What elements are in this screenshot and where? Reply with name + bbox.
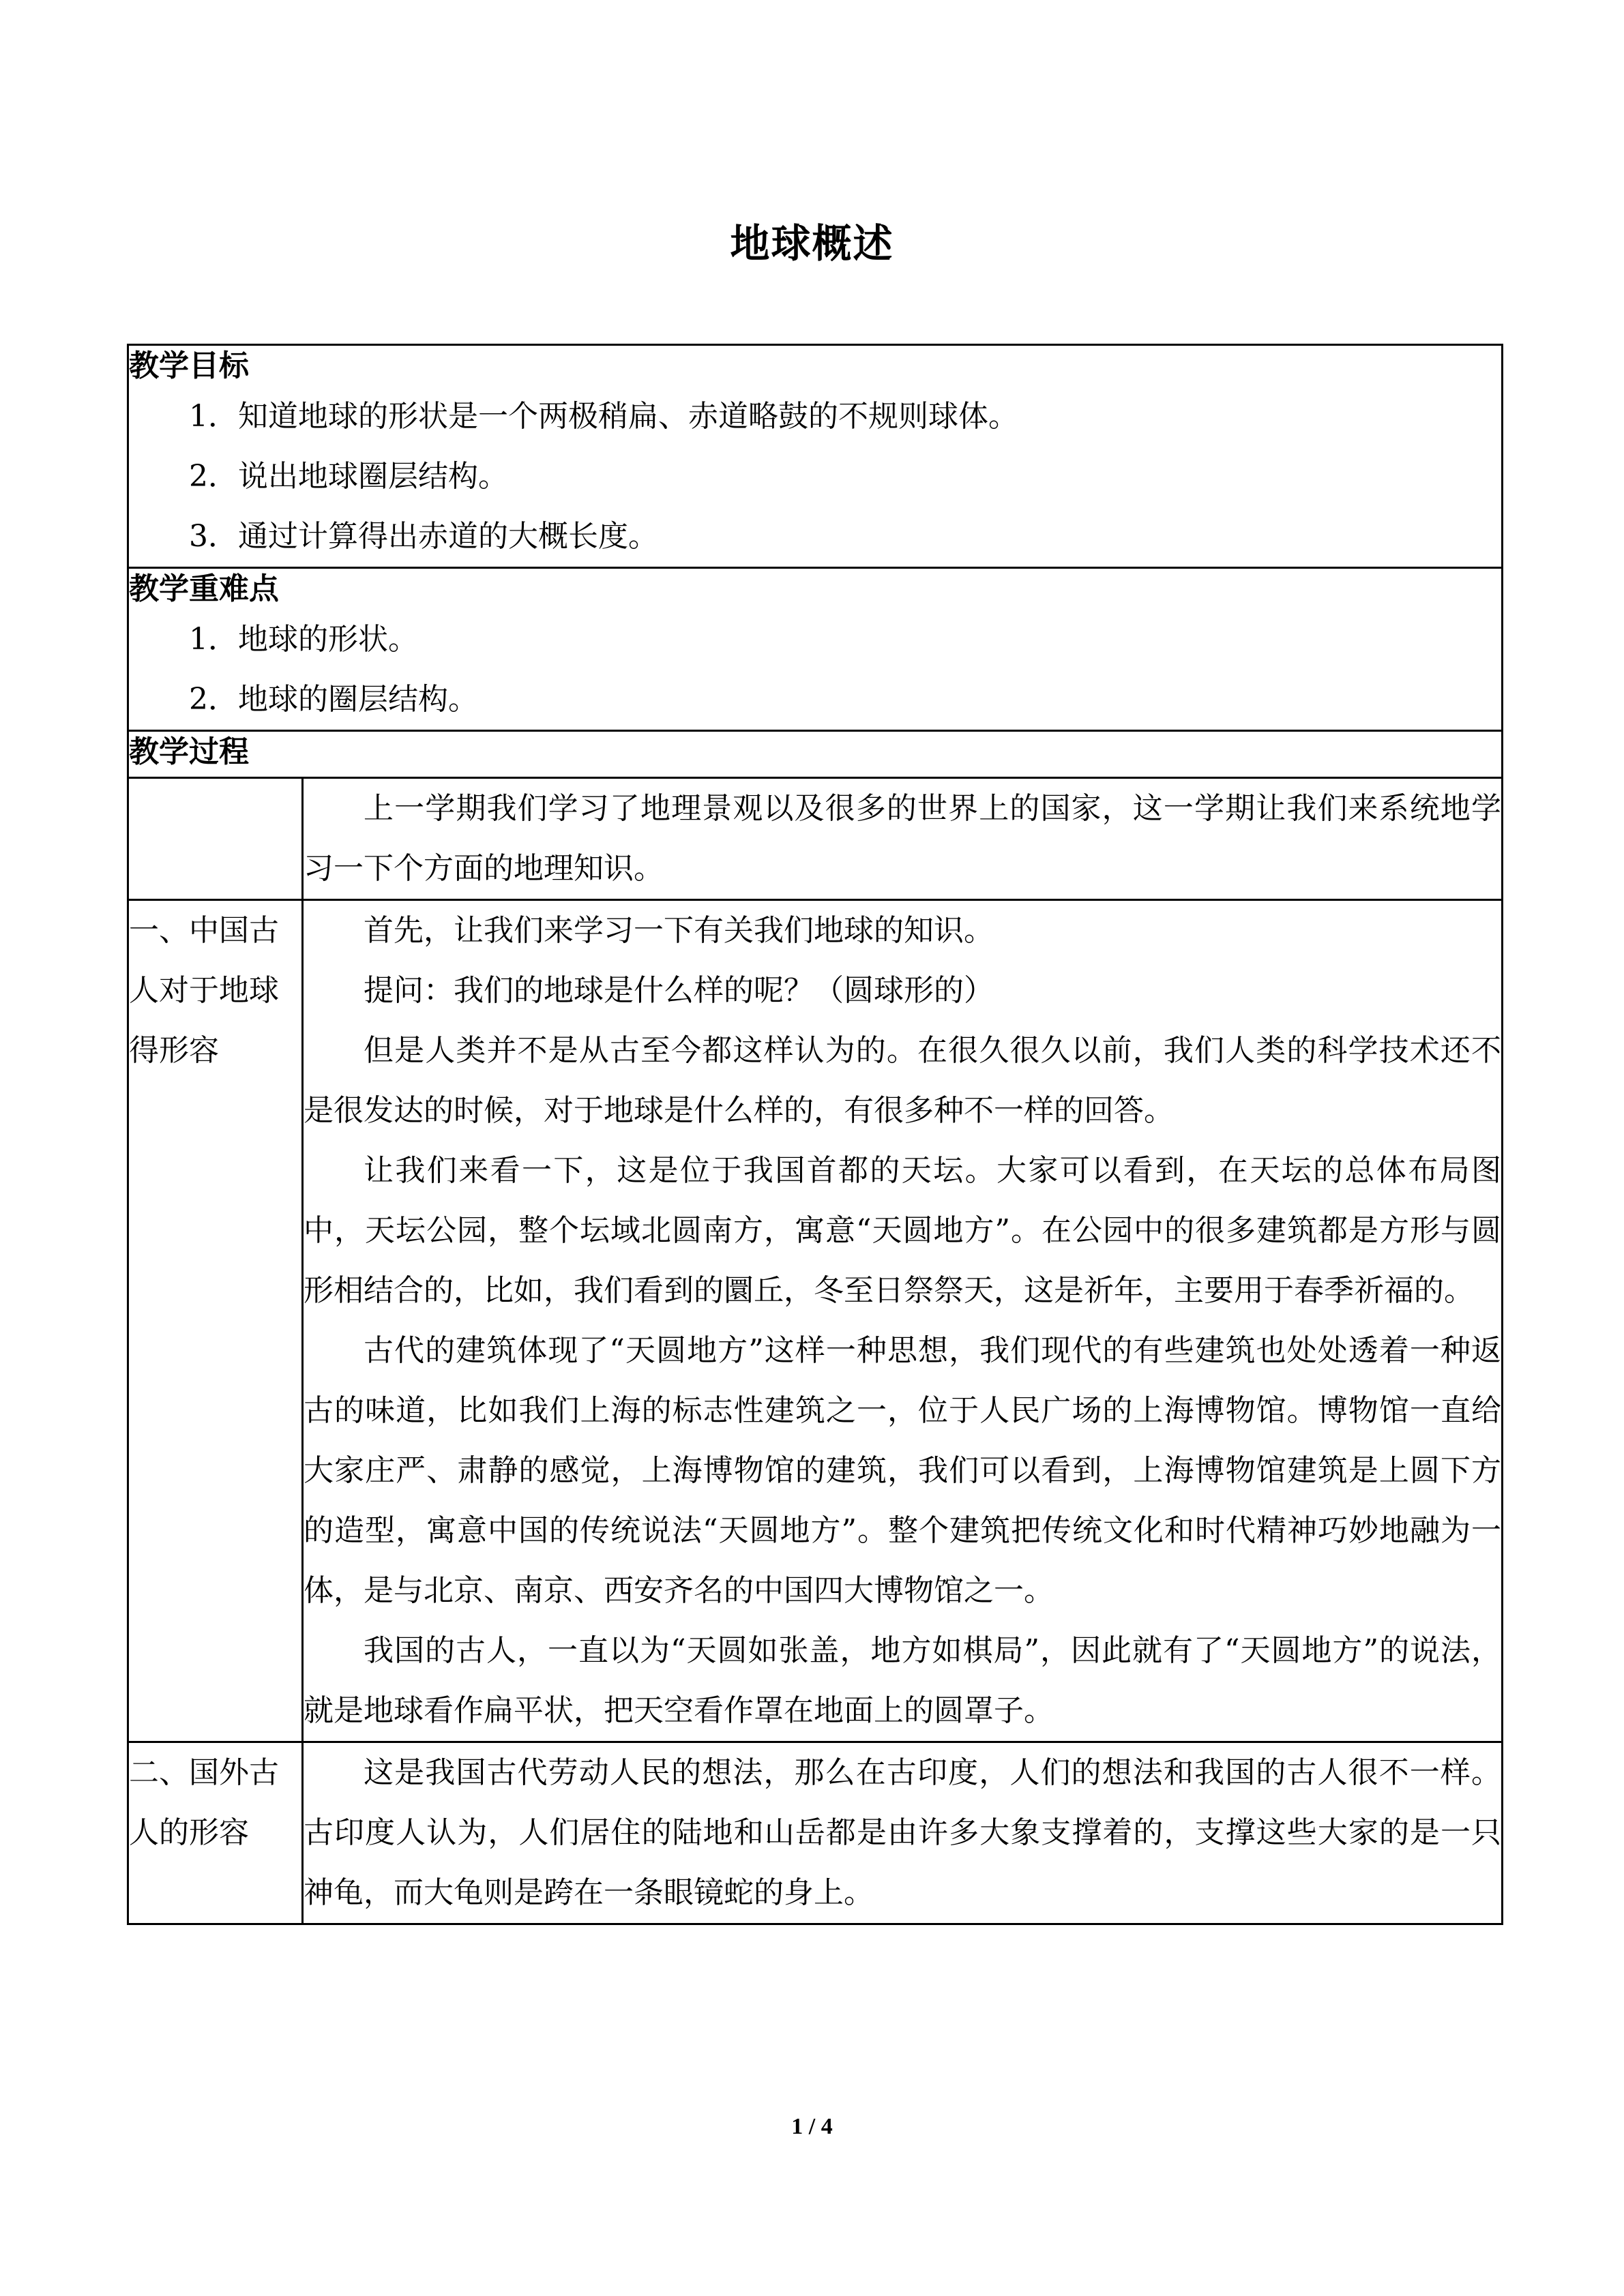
section-body [303,1742,1503,1924]
key-points-list [129,610,1501,730]
item-text: 说出地球圈层结构。 [238,459,508,494]
item-text: 地球的圈层结构。 [238,682,478,717]
key-points-row [128,568,1503,731]
paragraph: 古代的建筑体现了“天圆地方”这样一种思想，我们现代的有些建筑也处处透着一种返古的味道，比如我们上海的标志性建筑之一，位于人民广场的上海博物馆。博物馆一直给大家庄严、肃静的感觉，上海博物馆的建筑，我们可以看到，上海博物馆建筑是上圆下方的造型，寓意中国的传统说法“天圆地方”。整个建筑把传统文化和时代精神巧妙地融为一体，是与北京、南京、西安齐名的中国四大博物馆之一。 [304,1333,1501,1608]
paragraph: 让我们来看一下，这是位于我国首都的天坛。大家可以看到，在天坛的总体布局图中，天坛公园，整个坛域北圆南方，寓意“天圆地方”。在公园中的很多建筑都是方形与圆形相结合的，比如，我们看到的圜丘，冬至日祭祭天，这是祈年，主要用于春季祈福的。 [304,1153,1501,1308]
item-text: 知道地球的形状是一个两极稍扁、赤道略鼓的不规则球体。 [238,399,1018,434]
page-number: 1 / 4 [791,2114,833,2139]
paragraph: 提问：我们的地球是什么样的呢？（圆球形的） [364,973,994,1008]
paragraph: 但是人类并不是从古至今都这样认为的。在很久很久以前，我们人类的科学技术还不是很发达的时候，对于地球是什么样的，有很多种不一样的回答。 [304,1033,1501,1128]
section-body [303,778,1503,900]
item-number: 1． [189,622,238,657]
key-points-heading: 教学重难点 [129,571,279,606]
paragraph: 我国的古人，一直以为“天圆如张盖，地方如棋局”，因此就有了“天圆地方”的说法，就是地球看作扁平状，把天空看作罩在地面上的圆罩子。 [304,1633,1501,1728]
objectives-row [128,345,1503,568]
item-number: 2． [189,459,238,494]
section-label: 一、中国古人对于地球得形容 [128,900,303,1742]
lesson-plan-table [127,344,1503,1925]
item-number: 2． [189,682,238,717]
process-intro-row [128,778,1503,900]
paragraph: 上一学期我们学习了地理景观以及很多的世界上的国家，这一学期让我们来系统地学习一下个方面的地理知识。 [304,791,1501,886]
list-item [129,507,1501,567]
section-label: 二、国外古人的形容 [128,1742,303,1924]
section-label [128,778,303,900]
list-item [129,670,1501,730]
item-number: 3． [189,519,238,554]
paragraph: 这是我国古代劳动人民的想法，那么在古印度，人们的想法和我国的古人很不一样。古印度人认为，人们居住的陆地和山岳都是由许多大象支撑着的，支撑这些大家的是一只神龟，而大龟则是跨在一条眼镜蛇的身上。 [304,1755,1501,1910]
item-text: 地球的形状。 [238,622,418,657]
item-text: 通过计算得出赤道的大概长度。 [238,519,658,554]
list-item [129,447,1501,507]
section-body [303,900,1503,1742]
list-item [129,610,1501,670]
paragraph: 首先，让我们来学习一下有关我们地球的知识。 [364,913,994,948]
document-title: 地球概述 [730,220,894,267]
process-heading: 教学过程 [129,734,249,769]
objectives-list [129,387,1501,567]
item-number: 1． [189,399,238,434]
process-heading-row [128,731,1503,778]
process-section-foreign-row [128,1742,1503,1924]
objectives-heading: 教学目标 [129,348,249,383]
list-item [129,387,1501,447]
process-section-china-row [128,900,1503,1742]
